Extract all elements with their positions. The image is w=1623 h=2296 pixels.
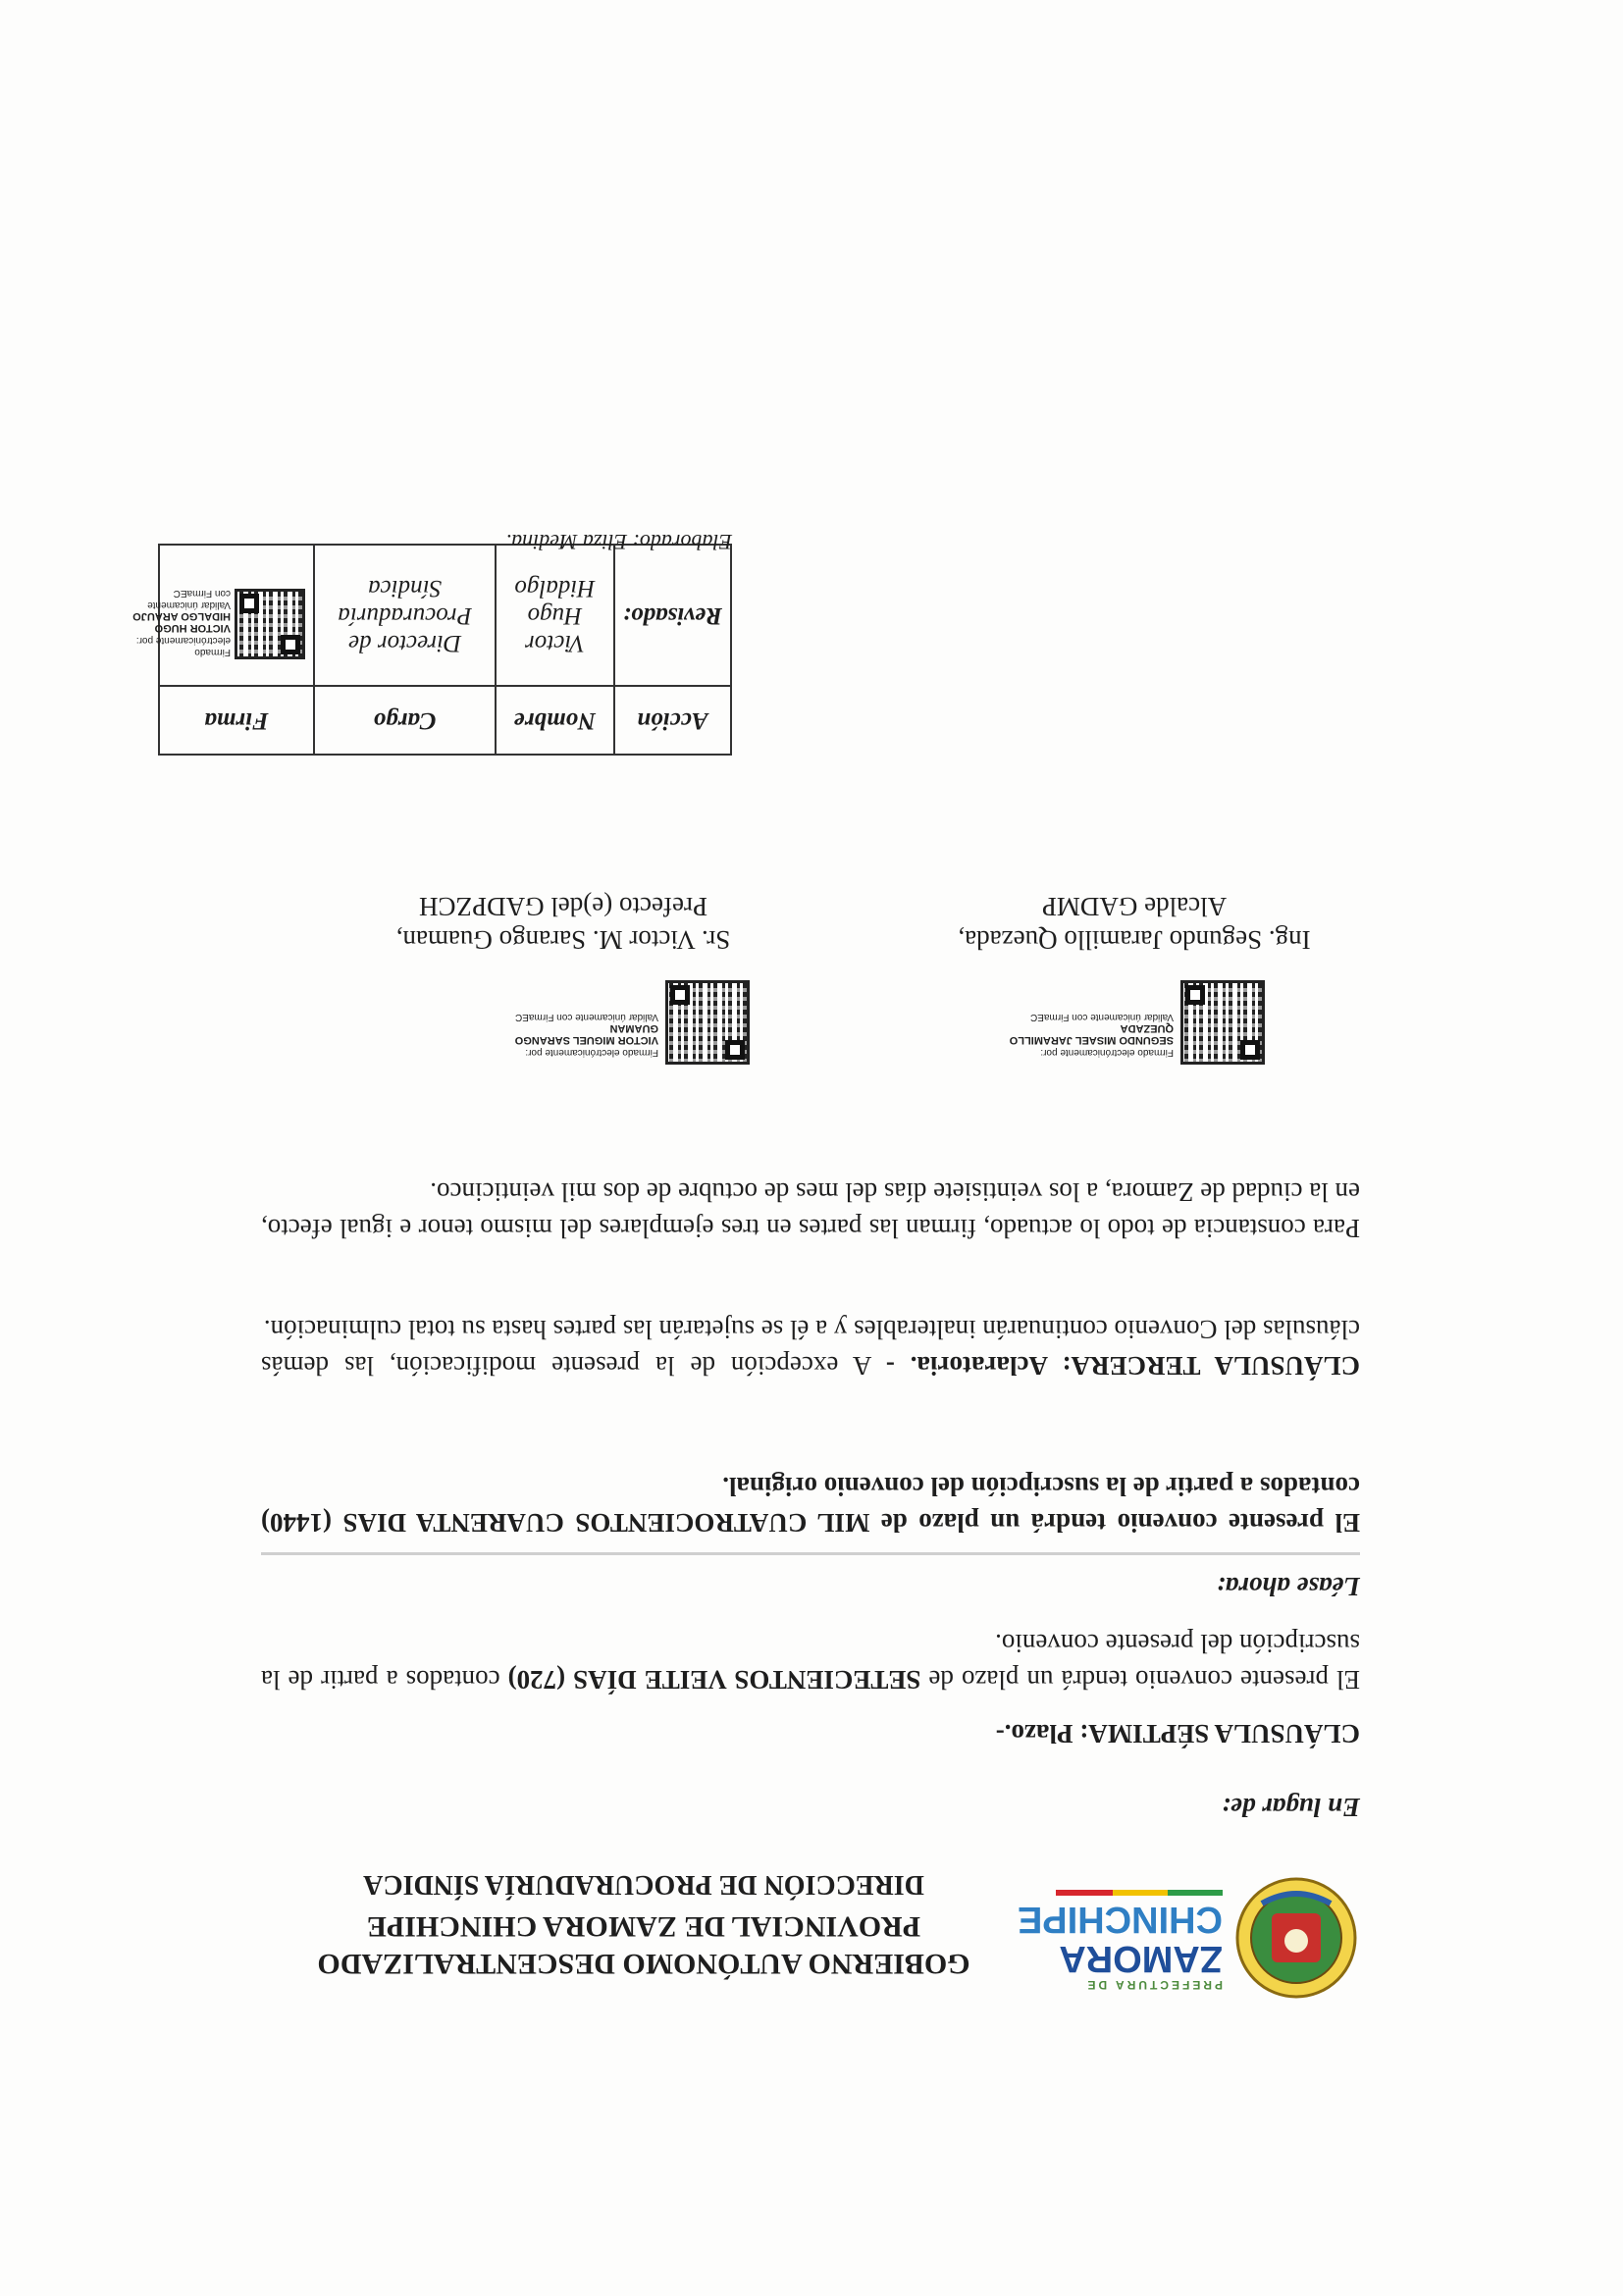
signatory-right-role: Prefecto (e)del GADPZCH xyxy=(419,892,707,921)
review-table-header-row xyxy=(159,686,731,755)
header-firma: Firma xyxy=(159,686,314,755)
signature-qr-left-caption xyxy=(987,1011,1174,1058)
header-nombre: Nombre xyxy=(496,686,614,755)
qr-reviewer-caption-bottom: Validar únicamente con FirmaEC xyxy=(147,588,232,610)
qr-right-name: VICTOR MIGUEL SARANGO GUAMAN xyxy=(514,1022,658,1046)
cell-cargo: Director de Procuraduría Síndica xyxy=(314,545,496,686)
provincial-coat-of-arms-icon xyxy=(1232,1874,1360,2002)
brand-word-zamora: ZAMORA xyxy=(1059,1938,1223,1979)
signatory-right-name: Sr. Victor M. Sarango Guaman, xyxy=(395,925,731,955)
signature-qr-right-icon xyxy=(665,980,750,1065)
table-row xyxy=(159,545,731,686)
original-text-pre: El presente convenio tendrá un plazo de xyxy=(920,1665,1360,1695)
signature-qr-left-icon xyxy=(1180,980,1265,1065)
org-name-line1: GOBIERNO AUTÓNOMO DESCENTRALIZADO xyxy=(317,1948,970,1980)
new-clause-text: El presente convenio tendrá un plazo de MIL CUATROCIENTOS CUARENTA DIAS (1440) contados a partir de la suscripción del convenio original. xyxy=(261,1472,1360,1538)
clausula-tercera-text: A excepción de la presente modificación, las demás cláusulas del Convenio continuarán inalterables y a él se sujetarán las partes hasta su total culminación. xyxy=(261,1315,1360,1381)
divider xyxy=(261,1552,1360,1555)
letterhead xyxy=(261,1864,1360,2002)
brand-color-bar xyxy=(1056,1890,1223,1896)
org-name xyxy=(261,1907,1026,1982)
department-title: DIRECCIÓN DE PROCURADURÍA SÍNDICA xyxy=(363,1869,924,1900)
lease-label: Léase ahora: xyxy=(1216,1572,1360,1601)
review-table xyxy=(132,544,732,756)
signature-qr-reviewer-icon xyxy=(235,589,305,659)
signature-qr-reviewer-caption xyxy=(132,587,231,657)
qr-right-caption-top: Firmado electrónicamente por: xyxy=(525,1047,658,1058)
brand-word-chinchipe: CHINCHIPE xyxy=(1017,1899,1223,1940)
header-accion: Acción xyxy=(614,686,731,755)
qr-left-caption-bottom: Validar únicamente con FirmaEC xyxy=(1030,1012,1174,1022)
en-lugar-label: En lugar de: xyxy=(1221,1793,1360,1822)
signatory-left-role: Alcalde GADMP xyxy=(1041,892,1228,921)
clausula-tercera xyxy=(261,1311,1360,1383)
brand-tagline: PREFECTURA DE xyxy=(1084,1978,1223,1992)
qr-left-name: SEGUNDO MISAEL JARAMILLO QUEZADA xyxy=(1009,1022,1174,1046)
original-clause-text xyxy=(261,1625,1360,1697)
org-name-line2: PROVINCIAL DE ZAMORA CHINCHIPE xyxy=(366,1910,921,1943)
original-text-post: contados a partir de la suscripción del presente convenio. xyxy=(261,1629,1360,1695)
qr-reviewer-name: VICTOR HUGO HIDALGO ARAUJO xyxy=(132,610,232,634)
qr-reviewer-caption-top: Firmado electrónicamente por: xyxy=(135,635,232,657)
elaborado-note: Elaborado: Eliza Medina. xyxy=(505,530,732,554)
closing-text: Para constancia de todo lo actuado, firman las partes en tres ejemplares del mismo tenor e igual efecto, en la ciudad de Zamora, a los veintisiete días del mes de octubre de dos mil veinticinco. xyxy=(261,1177,1360,1243)
cell-firma xyxy=(132,545,314,686)
signature-left xyxy=(909,890,1360,957)
original-text-bold: SETECIENTOS VEITE DÍAS (720) xyxy=(507,1665,921,1695)
brand-wordmark xyxy=(1017,1890,1223,1992)
qr-left-caption-top: Firmado electrónicamente por: xyxy=(1040,1047,1174,1058)
qr-right-caption-bottom: Validar únicamente con FirmaEC xyxy=(515,1012,658,1022)
cell-nombre: Victor Hugo Hidalgo xyxy=(496,545,614,686)
clausula-tercera-title: CLÁUSULA TERCERA: Aclaratoria. - xyxy=(885,1351,1360,1381)
cell-accion: Revisado: xyxy=(614,545,731,686)
signatory-left-name: Ing. Segundo Jaramillo Quezada, xyxy=(958,925,1311,955)
signature-right xyxy=(318,890,809,957)
signature-qr-right-caption xyxy=(472,1011,658,1058)
header-cargo: Cargo xyxy=(314,686,496,755)
clausula-septima-title: CLÁUSULA SÉPTIMA: Plazo.- xyxy=(995,1719,1360,1748)
